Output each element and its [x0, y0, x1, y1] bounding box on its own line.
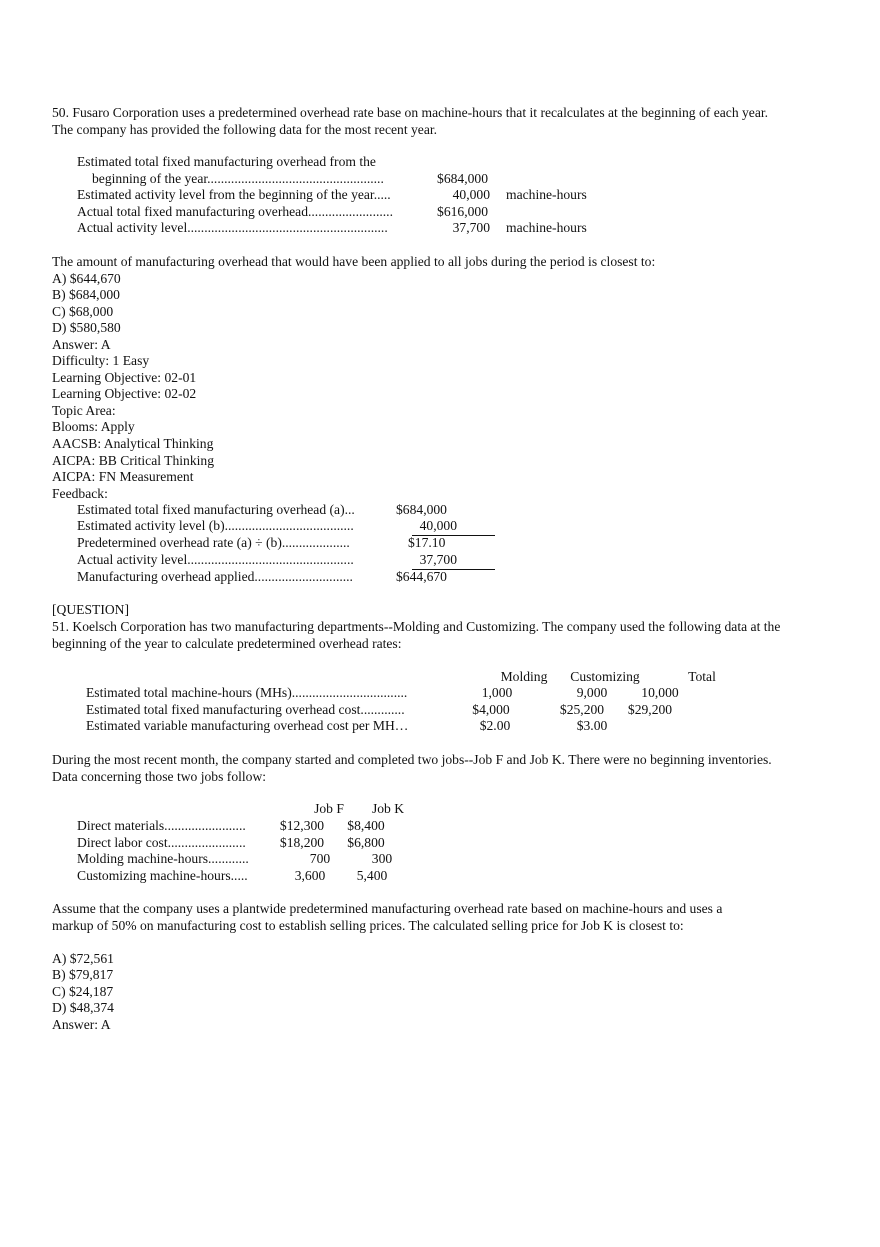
q50-data-value: $616,000: [437, 204, 488, 219]
job-cell: 3,600: [294, 868, 326, 883]
feedback-label: Estimated activity level (b)......................................: [77, 518, 354, 533]
dept-row-label: Estimated total fixed manufacturing overhead cost.............: [86, 702, 405, 717]
q50-data-unit: machine-hours: [506, 187, 587, 202]
q50-question: The amount of manufacturing overhead that would have been applied to all jobs during the period is closest to:: [52, 254, 656, 269]
feedback-value-text: 40,000: [419, 518, 457, 533]
feedback-value: [412, 518, 495, 536]
q50-blooms: Blooms: Apply: [52, 419, 135, 434]
job-row-label: Direct labor cost.......................: [77, 835, 246, 850]
q51-option-a: A) $72,561: [52, 951, 114, 966]
job-cell: $18,200: [279, 835, 325, 850]
q51-question: Assume that the company uses a plantwide predetermined manufacturing overhead rate based on machine-hours and uses a markup of 50% on manufacturing cost to establish selling prices. The calculated selling price for Job K is closest to:: [52, 901, 723, 933]
job-cell: $8,400: [347, 818, 385, 833]
feedback-label: Manufacturing overhead applied.............................: [77, 569, 353, 584]
dept-header: Total: [688, 669, 716, 684]
job-cell: $12,300: [279, 818, 325, 833]
q51-answer: Answer: A: [52, 1017, 111, 1032]
q51-option-c: C) $24,187: [52, 984, 114, 999]
q50-data-value: $684,000: [437, 171, 488, 186]
job-row-label: Molding machine-hours............: [77, 851, 249, 866]
job-cell: $6,800: [347, 835, 385, 850]
feedback-label: Predetermined overhead rate (a) ÷ (b)....................: [77, 535, 350, 550]
dept-cell: 9,000: [576, 685, 608, 700]
dept-header: Molding: [500, 669, 548, 684]
q51-intro: 51. Koelsch Corporation has two manufacturing departments--Molding and Customizing. The company used the following data at the beginning of the year to calculate predetermined overhead rates:: [52, 619, 781, 651]
job-header: Job K: [371, 801, 405, 816]
dept-cell: $2.00: [479, 718, 511, 733]
q50-difficulty: Difficulty: 1 Easy: [52, 353, 150, 368]
q50-option-a: A) $644,670: [52, 271, 121, 286]
q50-option-d: D) $580,580: [52, 320, 121, 335]
dept-cell: $3.00: [576, 718, 608, 733]
q50-data-label: Estimated activity level from the beginning of the year.....: [77, 187, 391, 202]
q50-learning-objective: Learning Objective: 02-01: [52, 370, 197, 385]
job-cell: 300: [371, 851, 393, 866]
q50-aicpa: AICPA: BB Critical Thinking: [52, 453, 215, 468]
q50-data-label: Actual total fixed manufacturing overhead.........................: [77, 204, 393, 219]
q50-answer: Answer: A: [52, 337, 111, 352]
q51-jobs-intro: During the most recent month, the company started and completed two jobs--Job F and Job K. There were no beginning inventories. Data concerning those two jobs follow:: [52, 752, 772, 784]
feedback-value: $644,670: [396, 569, 447, 584]
q51-option-d: D) $48,374: [52, 1000, 114, 1015]
dept-header: Customizing: [570, 669, 640, 684]
dept-cell: $4,000: [472, 702, 510, 717]
q50-data-label: Estimated total fixed manufacturing overhead from the: [77, 154, 376, 169]
q50-aicpa: AICPA: FN Measurement: [52, 469, 194, 484]
dept-row-label: Estimated total machine-hours (MHs)..................................: [86, 685, 408, 700]
q50-topic-area: Topic Area:: [52, 403, 116, 418]
q50-feedback-heading: Feedback:: [52, 486, 108, 501]
q50-data-label: beginning of the year....................................................: [92, 171, 384, 186]
q50-learning-objective: Learning Objective: 02-02: [52, 386, 197, 401]
feedback-value: $17.10: [408, 535, 446, 550]
dept-cell: 10,000: [641, 685, 679, 700]
job-cell: 700: [309, 851, 331, 866]
q50-data-value: 37,700: [452, 220, 490, 235]
feedback-value-text: 37,700: [419, 552, 457, 567]
q50-intro: 50. Fusaro Corporation uses a predetermined overhead rate base on machine-hours that it recalculates at the beginning of each year. The company has provided the following data for the most recent year.: [52, 105, 769, 137]
q50-option-b: B) $684,000: [52, 287, 120, 302]
dept-row-label: Estimated variable manufacturing overhead cost per MH…: [86, 718, 409, 733]
job-header: Job F: [314, 801, 344, 816]
q50-data-label: Actual activity level...........................................................: [77, 220, 388, 235]
q50-aacsb: AACSB: Analytical Thinking: [52, 436, 214, 451]
question-marker: [QUESTION]: [52, 602, 130, 617]
feedback-label: Estimated total fixed manufacturing overhead (a)...: [77, 502, 355, 517]
feedback-label: Actual activity level.................................................: [77, 552, 354, 567]
feedback-value: [412, 552, 495, 570]
q50-data-unit: machine-hours: [506, 220, 587, 235]
feedback-value: $684,000: [396, 502, 447, 517]
q50-option-c: C) $68,000: [52, 304, 114, 319]
q51-option-b: B) $79,817: [52, 967, 114, 982]
job-row-label: Direct materials........................: [77, 818, 246, 833]
dept-cell: $25,200: [559, 702, 605, 717]
job-row-label: Customizing machine-hours.....: [77, 868, 248, 883]
dept-cell: $29,200: [627, 702, 673, 717]
dept-cell: 1,000: [481, 685, 513, 700]
q50-data-value: 40,000: [452, 187, 490, 202]
job-cell: 5,400: [356, 868, 388, 883]
